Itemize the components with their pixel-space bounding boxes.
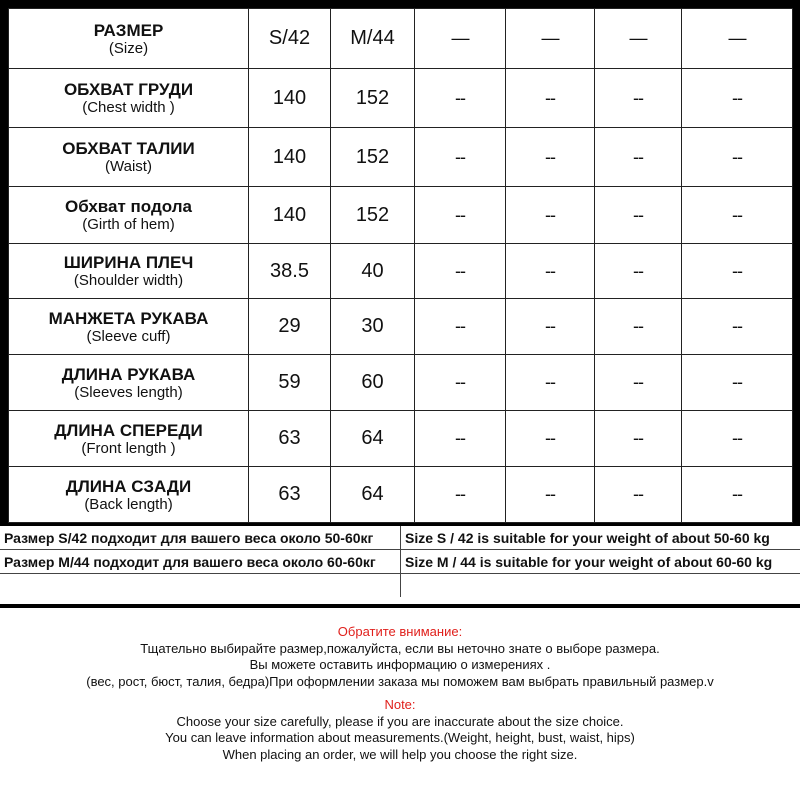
measurement-row	[9, 187, 793, 244]
note-line-en: Choose your size carefully, please if you are inaccurate about the size choice.	[176, 713, 624, 729]
label-en: (Waist)	[105, 158, 152, 175]
measurement-value: --	[595, 69, 682, 128]
note-line-ru: (вес, рост, бюст, талия, бедра)При оформлении заказа мы поможем вам выбрать правильный размер.v	[86, 673, 714, 689]
measurement-value: --	[506, 69, 595, 128]
note-line-ru: Тщательно выбирайте размер,пожалуйста, если вы неточно знате о выборе размера.	[140, 640, 660, 656]
measurement-value: --	[595, 299, 682, 355]
label-en: (Girth of hem)	[82, 216, 175, 233]
measurement-row	[9, 128, 793, 187]
weight-en: Size M / 44 is suitable for your weight of about 60-60 kg	[401, 550, 800, 574]
measurement-value: 64	[331, 467, 415, 523]
measurement-value: 29	[249, 299, 331, 355]
header-label	[9, 9, 249, 69]
measurement-value: --	[415, 411, 506, 467]
measurement-value: 140	[249, 69, 331, 128]
label-ru: ДЛИНА СЗАДИ	[65, 476, 192, 496]
size-column: —	[415, 9, 506, 69]
measurement-value: --	[682, 355, 793, 411]
measurement-value: 152	[331, 69, 415, 128]
measurement-value: 63	[249, 411, 331, 467]
label-en: (Back length)	[84, 495, 173, 513]
label-ru: ОБХВАТ ТАЛИИ	[62, 139, 195, 158]
measurement-row	[9, 69, 793, 128]
measurement-label	[9, 69, 249, 128]
weight-ru: Размер M/44 подходит для вашего веса около 60-60кг	[0, 550, 401, 574]
measurement-row	[9, 244, 793, 299]
measurement-row	[9, 411, 793, 467]
weight-row	[0, 526, 800, 550]
measurement-value: --	[415, 128, 506, 187]
measurement-value: 59	[249, 355, 331, 411]
label-ru: ШИРИНА ПЛЕЧ	[63, 253, 194, 272]
measurement-value: --	[506, 128, 595, 187]
measurement-value: --	[682, 187, 793, 244]
measurement-value: --	[506, 355, 595, 411]
label-ru: РАЗМЕР	[93, 20, 164, 40]
measurement-value: 152	[331, 187, 415, 244]
note-line-ru: Вы можете оставить информацию о измерениях .	[249, 657, 551, 672]
notes	[0, 624, 800, 763]
weight-en: Size S / 42 is suitable for your weight of about 50-60 kg	[401, 526, 800, 550]
measurement-label	[9, 187, 249, 244]
measurement-row	[9, 299, 793, 355]
measurement-value: --	[506, 411, 595, 467]
note-line-en: You can leave information about measurements.(Weight, height, bust, waist, hips)	[165, 730, 635, 745]
measurement-value: --	[415, 467, 506, 523]
label-en: (Sleeve cuff)	[86, 327, 171, 345]
measurement-label	[9, 128, 249, 187]
measurement-value: --	[506, 244, 595, 299]
measurement-value: 30	[331, 299, 415, 355]
measurement-value: --	[415, 187, 506, 244]
weight-row	[0, 550, 800, 574]
measurement-value: --	[682, 411, 793, 467]
measurement-label	[9, 244, 249, 299]
measurement-value: 140	[249, 128, 331, 187]
measurement-label	[9, 299, 249, 355]
measurement-value: --	[415, 355, 506, 411]
size-column: S/42	[249, 9, 331, 69]
measurement-value: 152	[331, 128, 415, 187]
measurement-label	[9, 411, 249, 467]
label-ru: ДЛИНА РУКАВА	[61, 364, 196, 384]
note-title-en: Note:	[384, 697, 416, 712]
weight-row-empty	[0, 574, 800, 598]
size-column: M/44	[331, 9, 415, 69]
measurement-row	[9, 467, 793, 523]
label-ru: Обхват подола	[65, 197, 192, 216]
measurement-value: --	[682, 69, 793, 128]
measurement-value: --	[595, 355, 682, 411]
label-en: (Size)	[108, 39, 149, 57]
size-column: —	[595, 9, 682, 69]
size-column: —	[506, 9, 595, 69]
measurement-row	[9, 355, 793, 411]
measurement-value: 40	[331, 244, 415, 299]
label-ru: ДЛИНА СПЕРЕДИ	[54, 420, 203, 440]
measurement-value: 38.5	[249, 244, 331, 299]
measurement-value: --	[595, 244, 682, 299]
header-row	[9, 9, 793, 69]
measurement-value: --	[595, 411, 682, 467]
measurement-label	[9, 355, 249, 411]
note-title-ru: Обратите внимание:	[337, 624, 463, 639]
label-ru: ОБХВАТ ГРУДИ	[63, 80, 194, 99]
size-table	[8, 8, 793, 523]
label-ru: МАНЖЕТА РУКАВА	[48, 308, 209, 328]
measurement-value: 64	[331, 411, 415, 467]
measurement-value: --	[415, 299, 506, 355]
measurement-value: --	[595, 187, 682, 244]
label-en: (Front length )	[81, 439, 176, 457]
note-line-en: When placing an order, we will help you choose the right size.	[222, 746, 578, 762]
measurement-label	[9, 467, 249, 523]
weight-guide	[0, 526, 800, 608]
measurement-value: 60	[331, 355, 415, 411]
measurement-value: --	[506, 467, 595, 523]
measurement-value: --	[506, 187, 595, 244]
measurement-value: --	[682, 299, 793, 355]
measurement-value: --	[682, 467, 793, 523]
label-en: (Sleeves length)	[74, 383, 183, 401]
measurement-value: --	[415, 244, 506, 299]
measurement-value: --	[595, 467, 682, 523]
measurement-value: --	[682, 244, 793, 299]
measurement-value: --	[595, 128, 682, 187]
weight-ru: Размер S/42 подходит для вашего веса около 50-60кг	[0, 526, 401, 550]
size-column: —	[682, 9, 793, 69]
label-en: (Shoulder width)	[73, 272, 184, 289]
measurement-value: --	[506, 299, 595, 355]
measurement-value: 63	[249, 467, 331, 523]
measurement-value: --	[682, 128, 793, 187]
measurement-value: --	[415, 69, 506, 128]
measurement-value: 140	[249, 187, 331, 244]
label-en: (Chest width )	[82, 99, 175, 116]
